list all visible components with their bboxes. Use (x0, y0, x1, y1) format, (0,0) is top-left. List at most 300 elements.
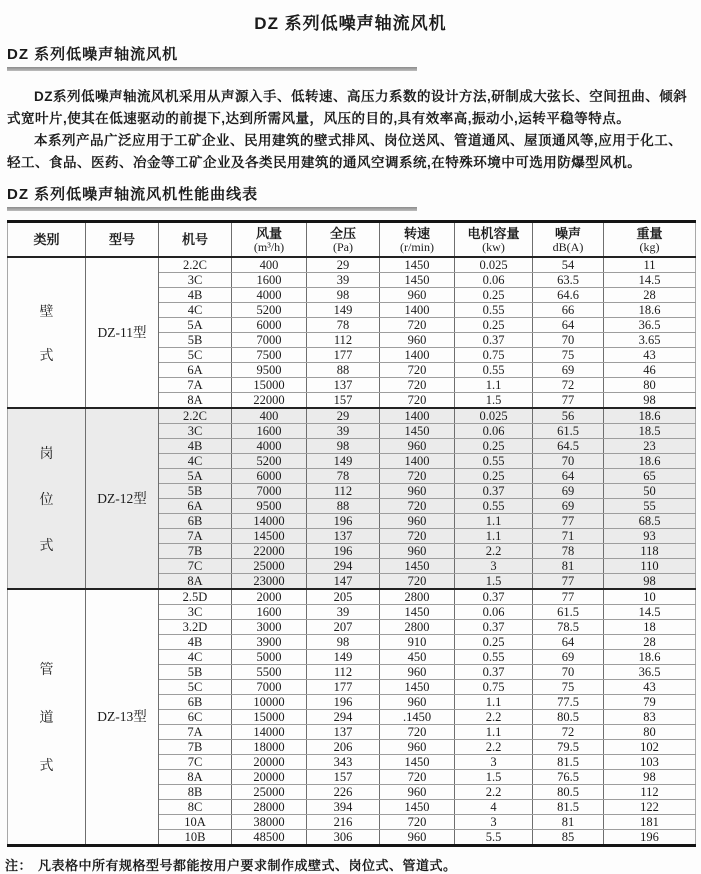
table-cell: 112 (307, 333, 380, 348)
column-header: 噪声 dB(A) (533, 222, 604, 258)
column-header: 风量 (m³/h) (232, 222, 307, 258)
table-cell: 4B (159, 439, 232, 454)
table-cell: 23 (604, 439, 696, 454)
table-cell: 0.06 (455, 605, 533, 620)
table-cell: 118 (604, 544, 696, 559)
table-cell: 50 (604, 484, 696, 499)
column-header-unit: (m³/h) (253, 239, 285, 254)
table-cell: 29 (307, 257, 380, 273)
table-cell: 28 (604, 288, 696, 303)
table-cell: 69 (533, 363, 604, 378)
table-cell: 77 (533, 514, 604, 529)
table-cell: 7000 (232, 333, 307, 348)
table-cell: 39 (307, 273, 380, 288)
table-cell: 3C (159, 273, 232, 288)
table-cell: 5B (159, 665, 232, 680)
table-cell: 80 (604, 378, 696, 393)
table-cell: 103 (604, 755, 696, 770)
table-cell: 4C (159, 650, 232, 665)
table-cell: 3.2D (159, 620, 232, 635)
table-cell: 1600 (232, 273, 307, 288)
table-cell: 43 (604, 348, 696, 363)
table-cell: 2.2 (455, 544, 533, 559)
table-cell: 80 (604, 725, 696, 740)
table-cell: 88 (307, 499, 380, 514)
table-cell: 102 (604, 740, 696, 755)
paragraph-design: DZ系列低噪声轴流风机采用从声源入手、低转速、高压力系数的设计方法,研制成大弦长、空间扭曲、倾斜式宽叶片,使其在低速驱动的前提下,达到所需风量，风压的目的,具有效率高,振动小,运转平稳等特点。 (7, 89, 688, 126)
table-cell: 77.5 (533, 695, 604, 710)
table-cell: 18.6 (604, 454, 696, 469)
table-cell: 7000 (232, 484, 307, 499)
table-cell: 1400 (380, 454, 455, 469)
table-cell: 137 (307, 725, 380, 740)
table-cell: 93 (604, 529, 696, 544)
table-cell: 4C (159, 303, 232, 318)
table-cell: 9500 (232, 499, 307, 514)
table-cell: 79.5 (533, 740, 604, 755)
table-cell: 80.5 (533, 710, 604, 725)
table-cell: 81 (533, 559, 604, 574)
table-header-row (8, 222, 696, 258)
table-cell: 177 (307, 680, 380, 695)
table-cell: 0.55 (455, 363, 533, 378)
category-char: 管 (39, 661, 54, 677)
column-header: 转速 (r/min) (380, 222, 455, 258)
table-cell: 149 (307, 454, 380, 469)
table-cell: 720 (380, 770, 455, 785)
table-cell: 1.5 (455, 574, 533, 590)
page-title: DZ 系列低噪声轴流风机 (254, 14, 447, 33)
table-cell: 1.1 (455, 514, 533, 529)
table-cell: 0.75 (455, 348, 533, 363)
intro-paragraphs (7, 86, 694, 174)
table-cell: 81 (533, 815, 604, 830)
table-cell: 2.2C (159, 257, 232, 273)
model-cell: DZ-11型 (86, 257, 159, 408)
table-cell: 0.55 (455, 650, 533, 665)
table-cell: 20000 (232, 755, 307, 770)
category-cell (8, 589, 86, 846)
table-cell: 5200 (232, 303, 307, 318)
table-cell: 5A (159, 318, 232, 333)
table-cell: 112 (307, 665, 380, 680)
table-cell: 6B (159, 695, 232, 710)
table-cell: 960 (380, 785, 455, 800)
table-cell: 18.6 (604, 408, 696, 424)
table-cell: 88 (307, 363, 380, 378)
table-cell: 14.5 (604, 273, 696, 288)
table-cell: 216 (307, 815, 380, 830)
table-cell: 0.025 (455, 257, 533, 273)
table-cell: 0.06 (455, 273, 533, 288)
heading-rule (7, 67, 417, 71)
table-cell: 0.55 (455, 499, 533, 514)
table-cell: 5C (159, 680, 232, 695)
table-cell: 1600 (232, 424, 307, 439)
table-cell: 206 (307, 740, 380, 755)
section-heading-performance: DZ 系列低噪声轴流风机性能曲线表 (7, 186, 259, 203)
table-cell: 294 (307, 710, 380, 725)
model-cell: DZ-12型 (86, 408, 159, 589)
footnote-text: 凡表格中所有规格型号都能按用户要求制作成壁式、岗位式、管道式。 (38, 858, 457, 873)
table-cell: 394 (307, 800, 380, 815)
table-cell: 1400 (380, 303, 455, 318)
category-char: 道 (39, 709, 54, 725)
column-header: 机号 (159, 222, 232, 258)
table-cell: 6000 (232, 469, 307, 484)
table-cell: 79 (604, 695, 696, 710)
table-cell: 69 (533, 650, 604, 665)
table-cell: 3 (455, 559, 533, 574)
table-cell: 1450 (380, 424, 455, 439)
table-cell: 3 (455, 755, 533, 770)
table-cell: 83 (604, 710, 696, 725)
table-cell: 5B (159, 333, 232, 348)
table-cell: 960 (380, 695, 455, 710)
table-cell: 960 (380, 544, 455, 559)
table-cell: 343 (307, 755, 380, 770)
table-cell: 61.5 (533, 424, 604, 439)
table-cell: 0.06 (455, 424, 533, 439)
table-cell: 720 (380, 393, 455, 409)
table-cell: 8B (159, 785, 232, 800)
table-cell: 0.25 (455, 469, 533, 484)
table-cell: 28000 (232, 800, 307, 815)
performance-table (7, 220, 696, 847)
table-cell: 2.5D (159, 589, 232, 605)
table-cell: 23000 (232, 574, 307, 590)
table-cell: 10000 (232, 695, 307, 710)
table-cell: 0.37 (455, 665, 533, 680)
table-cell: 18.6 (604, 303, 696, 318)
table-cell: 1450 (380, 605, 455, 620)
table-cell: 70 (533, 665, 604, 680)
table-cell: 1600 (232, 605, 307, 620)
table-cell: 3C (159, 605, 232, 620)
table-cell: 181 (604, 815, 696, 830)
table-cell: 7A (159, 378, 232, 393)
table-cell: 4000 (232, 439, 307, 454)
table-cell: 54 (533, 257, 604, 273)
table-cell: 68.5 (604, 514, 696, 529)
category-char: 位 (39, 490, 54, 507)
footnote (5, 855, 701, 874)
table-cell: 71 (533, 529, 604, 544)
heading-rule (7, 207, 417, 211)
table-cell: 7000 (232, 680, 307, 695)
table-cell: 5200 (232, 454, 307, 469)
table-cell: 7C (159, 559, 232, 574)
table-cell: 122 (604, 800, 696, 815)
table-cell: 18.5 (604, 424, 696, 439)
table-cell: 1450 (380, 755, 455, 770)
table-cell: 0.37 (455, 333, 533, 348)
table-cell: 7C (159, 755, 232, 770)
table-cell: 4B (159, 635, 232, 650)
table-cell: 15000 (232, 378, 307, 393)
table-cell: 61.5 (533, 605, 604, 620)
table-cell: 960 (380, 514, 455, 529)
table-cell: 15000 (232, 710, 307, 725)
table-cell: 450 (380, 650, 455, 665)
table-cell: 5C (159, 348, 232, 363)
table-cell: 1450 (380, 559, 455, 574)
table-cell: 720 (380, 725, 455, 740)
table-cell: 10B (159, 830, 232, 846)
table-cell: 75 (533, 680, 604, 695)
column-header-unit: (r/min) (400, 239, 434, 254)
table-cell: 196 (307, 695, 380, 710)
category-cell (8, 408, 86, 589)
table-cell: 81.5 (533, 755, 604, 770)
table-cell: 1.1 (455, 529, 533, 544)
table-cell: 46 (604, 363, 696, 378)
table-cell: 14000 (232, 514, 307, 529)
table-cell: 78 (307, 318, 380, 333)
category-char: 式 (39, 536, 54, 553)
table-cell: 3 (455, 815, 533, 830)
table-cell: 137 (307, 378, 380, 393)
table-cell: 25000 (232, 785, 307, 800)
table-cell: 157 (307, 393, 380, 409)
table-cell: 98 (307, 439, 380, 454)
table-cell: 20000 (232, 770, 307, 785)
table-cell: 10A (159, 815, 232, 830)
table-cell: 25000 (232, 559, 307, 574)
table-cell: 6C (159, 710, 232, 725)
table-cell: 226 (307, 785, 380, 800)
table-cell: 720 (380, 529, 455, 544)
table-cell: 14.5 (604, 605, 696, 620)
table-cell: 48500 (232, 830, 307, 846)
table-cell: 4 (455, 800, 533, 815)
table-cell: .1450 (380, 710, 455, 725)
model-cell: DZ-13型 (86, 589, 159, 846)
table-cell: 28 (604, 635, 696, 650)
table-cell: 1400 (380, 348, 455, 363)
table-cell: 64 (533, 635, 604, 650)
category-char: 岗 (39, 444, 54, 461)
category-char: 式 (39, 346, 54, 363)
table-cell: 110 (604, 559, 696, 574)
table-cell: 2.2 (455, 785, 533, 800)
table-cell: 400 (232, 408, 307, 424)
table-cell: 8C (159, 800, 232, 815)
table-cell: 2.2C (159, 408, 232, 424)
table-cell: 4B (159, 288, 232, 303)
table-cell: 77 (533, 589, 604, 605)
table-row (8, 589, 696, 605)
column-header: 类别 (8, 222, 86, 258)
table-cell: 1450 (380, 273, 455, 288)
table-cell: 18.6 (604, 650, 696, 665)
table-cell: 3.65 (604, 333, 696, 348)
table-cell: 0.55 (455, 454, 533, 469)
table-cell: 6A (159, 499, 232, 514)
table-cell: 720 (380, 363, 455, 378)
table-header (8, 222, 696, 258)
table-cell: 65 (604, 469, 696, 484)
table-cell: 80.5 (533, 785, 604, 800)
table-cell: 75 (533, 348, 604, 363)
table-cell: 0.25 (455, 318, 533, 333)
table-cell: 2800 (380, 620, 455, 635)
table-cell: 18 (604, 620, 696, 635)
table-cell: 64 (533, 469, 604, 484)
table-cell: 14500 (232, 529, 307, 544)
table-cell: 3C (159, 424, 232, 439)
table-cell: 0.025 (455, 408, 533, 424)
table-cell: 720 (380, 815, 455, 830)
table-body (8, 257, 696, 846)
column-header-unit: (kg) (639, 239, 660, 254)
table-cell: 64 (533, 318, 604, 333)
table-cell: 157 (307, 770, 380, 785)
table-cell: 5B (159, 484, 232, 499)
table-cell: 5000 (232, 650, 307, 665)
footnote-label: 注： (5, 858, 33, 873)
table-cell: 5.5 (455, 830, 533, 846)
table-cell: 1.1 (455, 378, 533, 393)
table-cell: 177 (307, 348, 380, 363)
table-cell: 0.75 (455, 680, 533, 695)
table-cell: 77 (533, 393, 604, 409)
table-cell: 76.5 (533, 770, 604, 785)
table-cell: 1450 (380, 680, 455, 695)
table-cell: 8A (159, 574, 232, 590)
table-cell: 960 (380, 439, 455, 454)
table-cell: 910 (380, 635, 455, 650)
table-cell: 6A (159, 363, 232, 378)
table-cell: 7B (159, 740, 232, 755)
table-cell: 98 (307, 288, 380, 303)
table-cell: 960 (380, 830, 455, 846)
table-cell: 0.37 (455, 484, 533, 499)
table-cell: 400 (232, 257, 307, 273)
column-header: 重量 (kg) (604, 222, 696, 258)
table-cell: 66 (533, 303, 604, 318)
table-cell: 720 (380, 574, 455, 590)
table-cell: 147 (307, 574, 380, 590)
table-cell: 2.2 (455, 710, 533, 725)
table-cell: 22000 (232, 544, 307, 559)
table-cell: 720 (380, 378, 455, 393)
table-cell: 1.1 (455, 725, 533, 740)
table-cell: 205 (307, 589, 380, 605)
table-cell: 112 (307, 484, 380, 499)
category-cell (8, 257, 86, 408)
table-cell: 720 (380, 499, 455, 514)
table-cell: 4C (159, 454, 232, 469)
table-cell: 36.5 (604, 665, 696, 680)
table-cell: 36.5 (604, 318, 696, 333)
table-cell: 0.37 (455, 589, 533, 605)
table-cell: 72 (533, 378, 604, 393)
table-cell: 78 (307, 469, 380, 484)
table-cell: 72 (533, 725, 604, 740)
table-cell: 3900 (232, 635, 307, 650)
table-cell: 64.5 (533, 439, 604, 454)
table-cell: 149 (307, 303, 380, 318)
table-cell: 7B (159, 544, 232, 559)
table-cell: 78 (533, 544, 604, 559)
table-cell: 1.5 (455, 393, 533, 409)
table-cell: 22000 (232, 393, 307, 409)
table-cell: 5A (159, 469, 232, 484)
table-cell: 38000 (232, 815, 307, 830)
table-cell: 1.1 (455, 695, 533, 710)
table-cell: 64.6 (533, 288, 604, 303)
column-header-unit: dB(A) (552, 239, 584, 254)
column-header: 电机容量 (kw) (455, 222, 533, 258)
table-cell: 7A (159, 529, 232, 544)
column-header: 型号 (86, 222, 159, 258)
table-cell: 1450 (380, 800, 455, 815)
table-cell: 77 (533, 574, 604, 590)
table-cell: 43 (604, 680, 696, 695)
section-heading-intro: DZ 系列低噪声轴流风机 (7, 46, 179, 63)
table-cell: 6B (159, 514, 232, 529)
table-cell: 960 (380, 665, 455, 680)
table-cell: 1450 (380, 257, 455, 273)
table-cell: 1.5 (455, 770, 533, 785)
column-header-unit: (Pa) (333, 239, 353, 254)
table-cell: 5500 (232, 665, 307, 680)
table-cell: 2000 (232, 589, 307, 605)
table-row (8, 257, 696, 273)
table-cell: 960 (380, 333, 455, 348)
table-cell: 207 (307, 620, 380, 635)
table-cell: 0.37 (455, 620, 533, 635)
table-cell: 56 (533, 408, 604, 424)
table-cell: 196 (307, 544, 380, 559)
table-cell: 55 (604, 499, 696, 514)
table-row (8, 408, 696, 424)
table-cell: 14000 (232, 725, 307, 740)
paragraph-application: 本系列产品广泛应用于工矿企业、民用建筑的壁式排风、岗位送风、管道通风、屋顶通风等,应用于化工、轻工、食品、医药、冶金等工矿企业及各类民用建筑的通风空调系统,在特殊环境中可选用防爆型风机。 (7, 133, 683, 170)
table-cell: 7500 (232, 348, 307, 363)
table-cell: 0.25 (455, 635, 533, 650)
table-cell: 960 (380, 740, 455, 755)
table-cell: 63.5 (533, 273, 604, 288)
section-performance (7, 183, 694, 211)
table-cell: 8A (159, 393, 232, 409)
table-cell: 9500 (232, 363, 307, 378)
table-cell: 70 (533, 454, 604, 469)
table-cell: 960 (380, 288, 455, 303)
table-cell: 18000 (232, 740, 307, 755)
table-cell: 2800 (380, 589, 455, 605)
table-cell: 69 (533, 499, 604, 514)
table-cell: 11 (604, 257, 696, 273)
table-cell: 78.5 (533, 620, 604, 635)
table-cell: 3000 (232, 620, 307, 635)
table-cell: 720 (380, 318, 455, 333)
table-cell: 10 (604, 589, 696, 605)
table-cell: 137 (307, 529, 380, 544)
table-cell: 98 (604, 574, 696, 590)
table-cell: 81.5 (533, 800, 604, 815)
table-cell: 39 (307, 424, 380, 439)
category-char: 式 (39, 757, 54, 773)
table-cell: 1400 (380, 408, 455, 424)
table-cell: 149 (307, 650, 380, 665)
table-cell: 306 (307, 830, 380, 846)
table-cell: 39 (307, 605, 380, 620)
table-cell: 98 (604, 770, 696, 785)
table-cell: 0.55 (455, 303, 533, 318)
table-cell: 960 (380, 484, 455, 499)
